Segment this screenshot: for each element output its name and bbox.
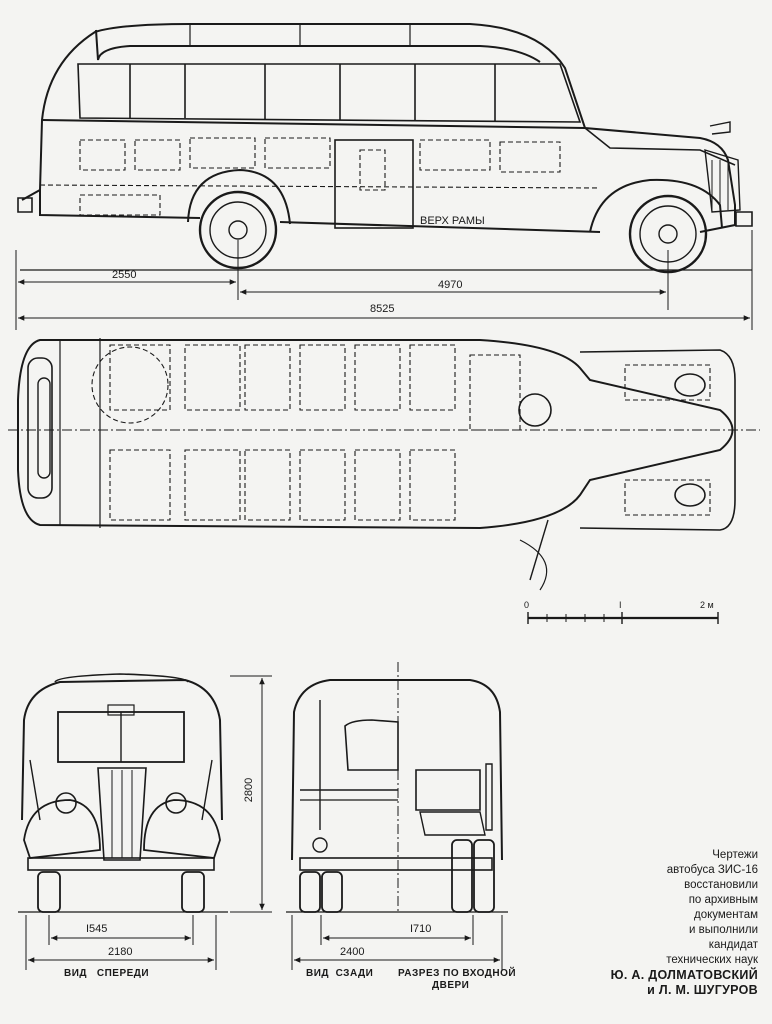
scale-tick-1: I	[619, 600, 622, 610]
credits-line: и выполнили	[689, 924, 758, 936]
credits-author-2: и Л. М. ШУГУРОВ	[647, 983, 758, 997]
credits-line: автобуса ЗИС-16	[666, 864, 758, 876]
top-view	[8, 338, 760, 590]
scale-tick-0: 0	[524, 600, 530, 610]
dim-front-width: 2180	[108, 946, 133, 958]
credits-line: технических наук	[666, 954, 758, 966]
rear-view-dimensions	[292, 915, 502, 970]
dim-front-track: I545	[86, 923, 108, 935]
side-view	[18, 24, 752, 272]
scale-bar	[528, 612, 718, 624]
credits-line: кандидат	[708, 939, 758, 951]
credits-line: восстановили	[684, 879, 758, 891]
front-view	[18, 674, 228, 912]
dim-wheelbase: 4970	[438, 279, 463, 291]
dim-rear-width: 2400	[340, 946, 365, 958]
rear-view	[286, 662, 508, 912]
dim-front-overhang: 2550	[112, 269, 137, 281]
section-caption-line-1: РАЗРЕЗ ПО ВХОДНОЙ	[398, 968, 517, 979]
front-view-caption: ВИД СПЕРЕДИ	[64, 968, 150, 979]
credits-line: Чертежи	[712, 849, 758, 861]
rear-view-caption: ВИД СЗАДИ	[306, 968, 374, 979]
credits-line: документам	[694, 909, 758, 921]
dim-rear-track: I710	[410, 923, 432, 935]
scale-tick-2: 2 м	[700, 600, 714, 610]
top-view-seats	[92, 345, 710, 520]
credits-line: по архивным	[688, 894, 758, 906]
credits-block	[528, 848, 758, 998]
dim-overall-length: 8525	[370, 303, 395, 315]
frame-top-label: ВЕРХ РАМЫ	[420, 215, 485, 227]
side-view-seats	[40, 138, 600, 215]
dim-height: 2800	[243, 777, 255, 803]
section-caption-line-2: ДВЕРИ	[432, 980, 470, 991]
front-view-dimensions	[26, 676, 272, 970]
credits-author-1: Ю. А. ДОЛМАТОВСКИЙ	[610, 968, 758, 982]
